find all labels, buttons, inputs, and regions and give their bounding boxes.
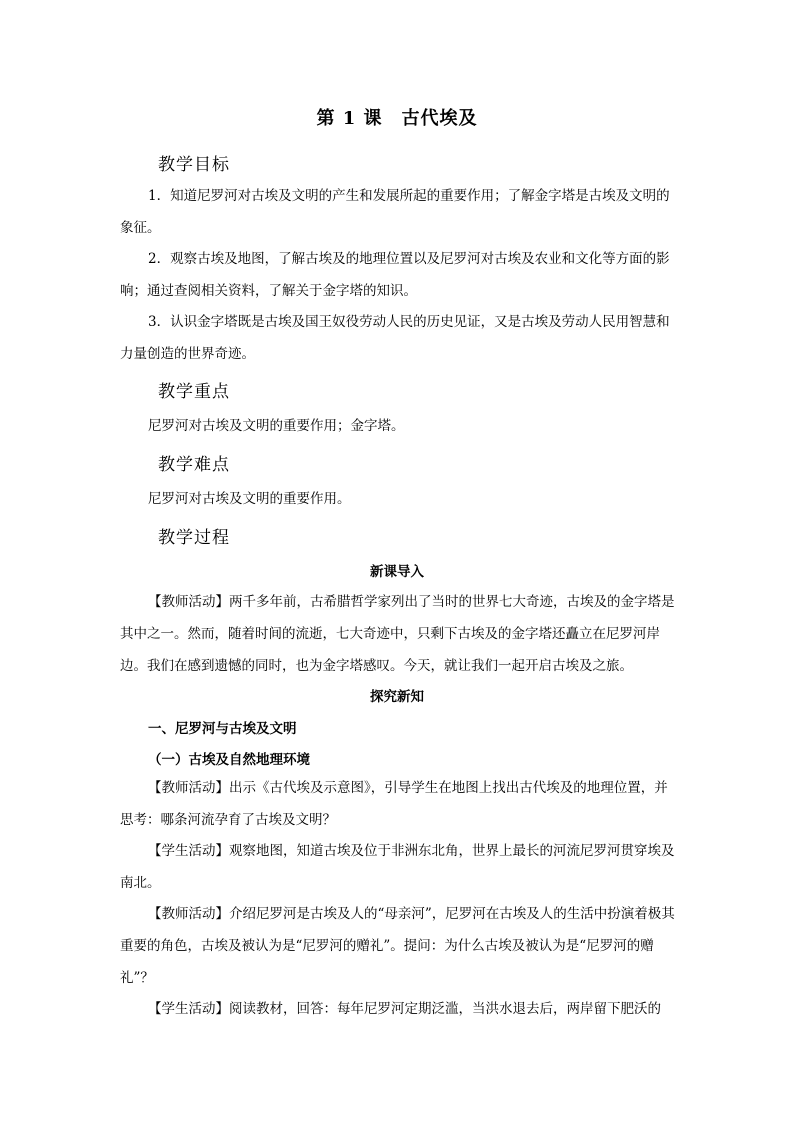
subsection-heading: （一）古埃及自然地理环境 — [148, 752, 310, 768]
explore-heading: 探究新知 — [370, 689, 424, 705]
intro-heading: 新课导入 — [370, 564, 424, 580]
intro-paragraph-text: 【教师活动】两千多年前，古希腊哲学家列出了当时的世界七大奇迹，古埃及的金字塔是其中之一。然而，随着时间的流逝，七大奇迹中，只剩下古埃及的金字塔还矗立在尼罗河岸边。我们在感到遗憾的同时，也为金字塔感叹。今天，就让我们一起开启古埃及之旅。 — [120, 594, 675, 674]
activity-text: 【教师活动】出示《古代埃及示意图》，引导学生在地图上找出古代埃及的地理位置，并思考：哪条河流孕育了古埃及文明？ — [120, 780, 668, 828]
activity-text: 【学生活动】阅读教材，回答：每年尼罗河定期泛滥，当洪水退去后，两岸留下肥沃的 — [148, 1001, 661, 1017]
objective-item — [120, 306, 675, 370]
activity-text: 【学生活动】观察地图，知道古埃及位于非洲东北角，世界上最长的河流尼罗河贯穿埃及南北。 — [120, 843, 675, 891]
activity-text: 【教师活动】介绍尼罗河是古埃及人的“母亲河”，尼罗河在古埃及人的生活中扮演着极其重要的角色，古埃及被认为是“尼罗河的赠礼”。提问：为什么古埃及被认为是“尼罗河的赠礼”？ — [120, 906, 675, 986]
section-heading: 一、尼罗河与古埃及文明 — [148, 721, 297, 737]
lesson-title: 第 1 课 古代埃及 — [316, 108, 478, 129]
objective-item-text: 1．知道尼罗河对古埃及文明的产生和发展所起的重要作用；了解金字塔是古埃及文明的象征。 — [120, 188, 670, 236]
process-heading: 教学过程 — [158, 528, 230, 548]
difficult-points-text: 尼罗河对古埃及文明的重要作用。 — [148, 491, 351, 507]
activity-paragraph — [120, 898, 675, 994]
objectives-heading: 教学目标 — [158, 155, 230, 175]
objective-item-text: 3．认识金字塔既是古埃及国王奴役劳动人民的历史见证，又是古埃及劳动人民用智慧和力量创造的世界奇迹。 — [120, 314, 670, 362]
activity-paragraph — [120, 772, 675, 836]
objective-item — [120, 180, 675, 244]
key-points-text: 尼罗河对古埃及文明的重要作用；金字塔。 — [148, 418, 405, 434]
activity-paragraph — [120, 993, 675, 1025]
intro-paragraph — [120, 586, 675, 682]
objective-item — [120, 243, 675, 307]
key-points-heading: 教学重点 — [158, 382, 230, 402]
difficult-points-heading: 教学难点 — [158, 455, 230, 475]
activity-paragraph — [120, 835, 675, 899]
objective-item-text: 2．观察古埃及地图，了解古埃及的地理位置以及尼罗河对古埃及农业和文化等方面的影响；通过查阅相关资料，了解关于金字塔的知识。 — [120, 251, 670, 299]
